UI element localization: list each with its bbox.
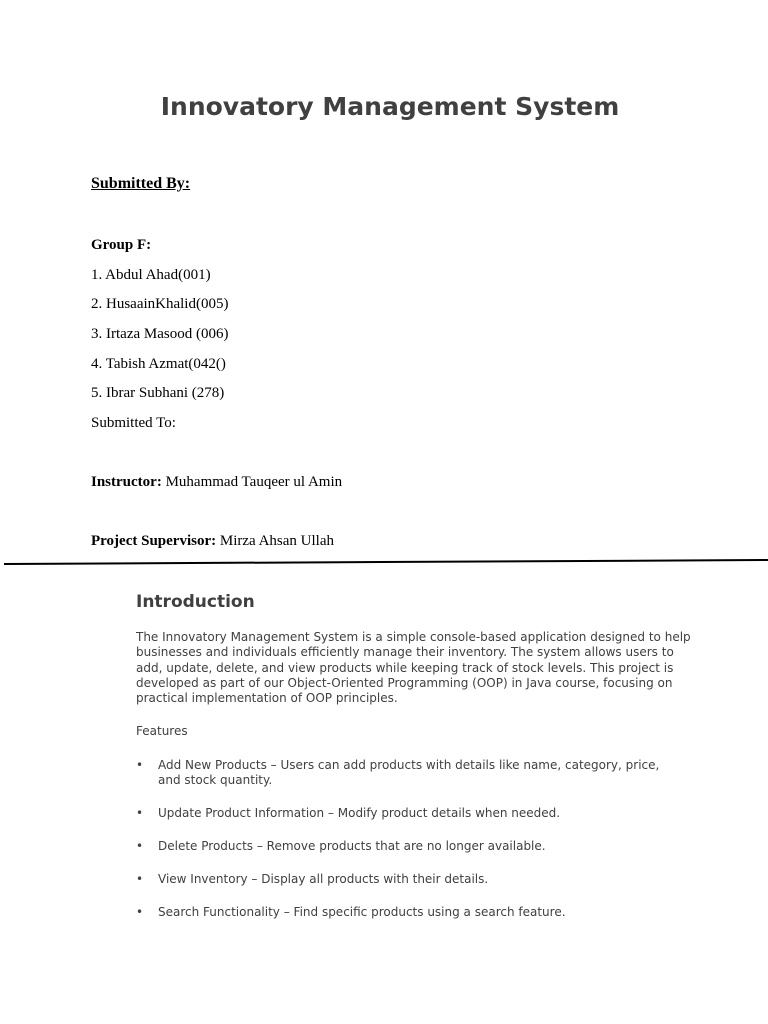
bullet-icon: • [136,758,144,772]
member-item: 4. Tabish Azmat(042() [91,356,226,372]
instructor-name: Muhammad Tauqeer ul Amin [165,474,343,490]
features-label: Features [136,724,188,738]
supervisor-label: Project Supervisor: [91,533,217,549]
instructor-label: Instructor: [91,474,162,490]
bullet-icon: • [136,806,144,820]
member-item: 5. Ibrar Subhani (278) [91,385,225,401]
member-item: 2. HusaainKhalid(005) [91,296,229,312]
document-title: Innovatory Management System [160,92,620,121]
group-label: Group F: [91,237,152,253]
member-item: 1. Abdul Ahad(001) [91,267,211,283]
feature-text: Search Functionality – Find specific products using a search feature. [158,905,566,919]
feature-text: Delete Products – Remove products that are no longer available. [158,839,546,853]
feature-text: Add New Products – Users can add products with details like name, category, price, and stock quantity. [158,758,660,788]
bullet-icon: • [136,839,144,853]
supervisor-name: Mirza Ahsan Ullah [219,533,334,549]
bullet-icon: • [136,872,144,886]
section-divider [4,559,768,565]
submitted-by-heading: Submitted By: [91,175,191,192]
member-item: 3. Irtaza Masood (006) [91,326,229,342]
introduction-heading: Introduction [136,592,255,612]
instructor-line [91,474,342,491]
bullet-icon: • [136,905,144,919]
feature-text: View Inventory – Display all products with their details. [158,872,489,886]
feature-text: Update Product Information – Modify product details when needed. [158,806,561,820]
supervisor-line [91,533,334,550]
introduction-paragraph: The Innovatory Management System is a simple console-based application designed to help businesses and individuals efficiently manage their inventory. The system allows users to add, update, delete, and view products while keeping track of stock levels. This project is developed as part of our Object-Oriented Programming (OOP) in Java course, focusing on practical implementation of OOP principles. [136,630,691,706]
submitted-to-heading: Submitted To: [91,415,176,431]
